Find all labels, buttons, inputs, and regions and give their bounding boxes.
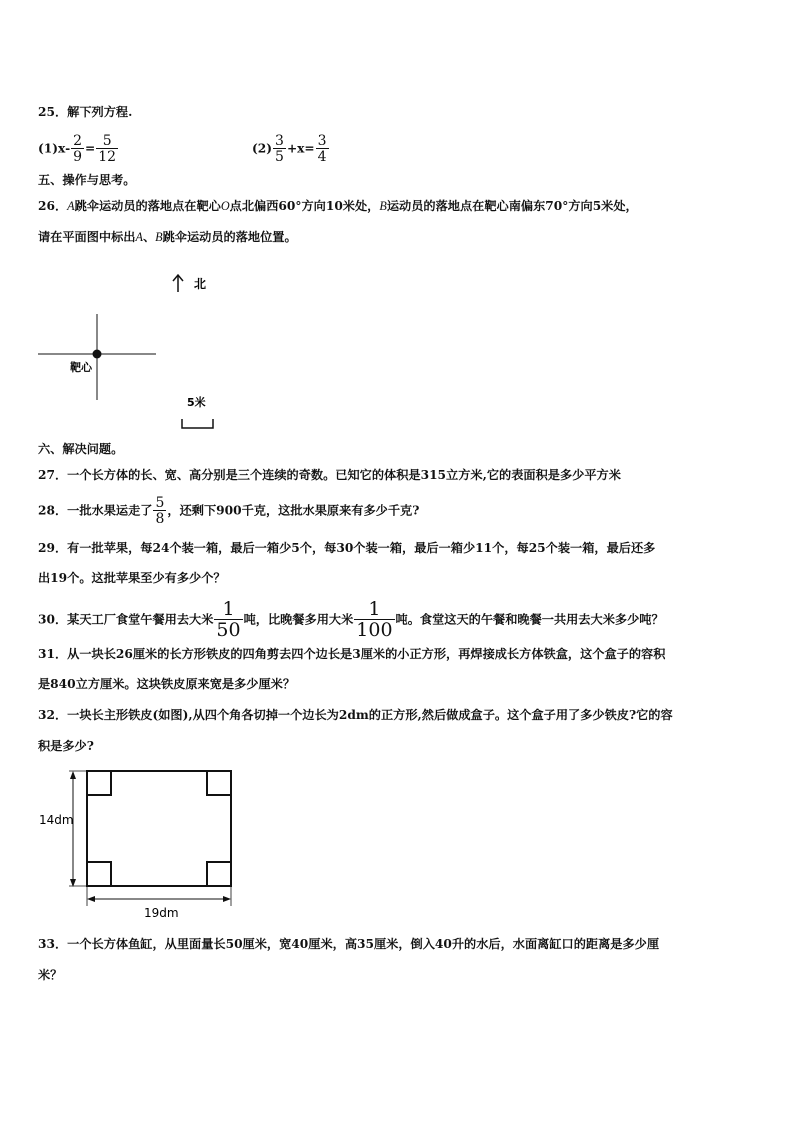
q26-text: 请在平面图中标出 bbox=[38, 230, 136, 244]
fraction: $\frac{1}{50}$ bbox=[216, 598, 241, 641]
q25-part1-label: (1)x- bbox=[38, 141, 71, 156]
fraction: $\frac{5}{8}$ bbox=[155, 495, 165, 527]
q30-text-post: 吨。食堂这天的午餐和晚餐一共用去大米多少吨？ bbox=[395, 612, 664, 627]
q28-text bbox=[38, 496, 419, 526]
width-dimension-line bbox=[87, 886, 231, 906]
corner-square bbox=[207, 862, 231, 886]
q26-text: 跳伞运动员的落地位置。 bbox=[162, 230, 297, 244]
corner-square bbox=[87, 862, 111, 886]
point-o-label: O bbox=[220, 199, 230, 213]
north-label: 北 bbox=[194, 277, 207, 291]
target-center-dot bbox=[93, 350, 102, 359]
q30-text-pre: 30．某天工厂食堂午餐用去大米 bbox=[38, 612, 214, 627]
height-label: 14dm bbox=[39, 813, 74, 827]
fraction: $\frac{2}{9}$ bbox=[73, 133, 83, 165]
q30-text bbox=[38, 600, 664, 640]
q29-line2: 出19个。这批苹果至少有多少个？ bbox=[38, 571, 226, 585]
q25-part2-label: (2) bbox=[252, 141, 273, 156]
corner-square bbox=[87, 771, 111, 795]
q31-line2: 是840立方厘米。这块铁皮原来宽是多少厘米？ bbox=[38, 677, 296, 691]
north-arrow bbox=[173, 275, 183, 292]
q30-text-mid: 吨，比晚餐多用大米 bbox=[243, 612, 354, 627]
q31-line1: 31．从一块长26厘米的长方形铁皮的四角剪去四个边长是3厘米的小正方形，再焊接成长方体铁盒，这个盒子的容积 bbox=[38, 647, 666, 661]
fraction: $\frac{3}{4}$ bbox=[317, 133, 327, 165]
q26-text: 点北偏西60°方向10米处， bbox=[229, 199, 380, 213]
fraction: $\frac{5}{12}$ bbox=[98, 133, 117, 165]
q26-text: 、 bbox=[142, 230, 156, 244]
q32-line1: 32．一块长主形铁皮(如图),从四个角各切掉一个边长为2dm的正方形,然后做成盒子。这个盒子用了多少铁皮?它的容 bbox=[38, 708, 673, 722]
corner-square bbox=[207, 771, 231, 795]
q26-number: 26． bbox=[38, 199, 68, 213]
q29-line1: 29．有一批苹果，每24个装一箱，最后一箱少5个，每30个装一箱，最后一箱少11个，每25个装一箱，最后还多 bbox=[38, 541, 656, 555]
q33-line2: 米？ bbox=[38, 968, 63, 982]
height-dimension-line bbox=[69, 771, 87, 887]
point-b-label: B bbox=[379, 199, 387, 213]
fraction: $\frac{3}{5}$ bbox=[275, 133, 284, 165]
q26-text: 运动员的落地点在靶心南偏东70°方向5米处， bbox=[386, 199, 638, 213]
target-center-label: 靶心 bbox=[70, 361, 92, 374]
scale-label: 5米 bbox=[187, 396, 206, 409]
q28-text-pre: 28．一批水果运走了 bbox=[38, 503, 153, 518]
point-a-label: A bbox=[67, 199, 75, 213]
q26-text: 跳伞运动员的落地点在靶心 bbox=[74, 199, 221, 213]
equals-sign: = bbox=[85, 141, 96, 156]
section-heading-6: 六、解决问题。 bbox=[38, 442, 124, 456]
width-label: 19dm bbox=[144, 906, 179, 920]
q32-line2: 积是多少? bbox=[38, 739, 94, 753]
point-a-label: A bbox=[135, 230, 143, 244]
scale-bar bbox=[182, 419, 213, 428]
point-b-label: B bbox=[155, 230, 163, 244]
q25-title: 25．解下列方程. bbox=[38, 105, 133, 119]
q28-text-post: ，还剩下900千克，这批水果原来有多少千克? bbox=[167, 503, 420, 518]
q25-part2-mid: +x= bbox=[286, 141, 315, 156]
section-heading-5: 五、操作与思考。 bbox=[38, 173, 136, 187]
q33-line1: 33．一个长方体鱼缸，从里面量长50厘米，宽40厘米，高35厘米，倒入40升的水后，水面离缸口的距离是多少厘 bbox=[38, 937, 660, 951]
fraction: $\frac{1}{100}$ bbox=[356, 598, 393, 641]
sheet-rectangle bbox=[87, 771, 231, 886]
q27-text: 27．一个长方体的长、宽、高分别是三个连续的奇数。已知它的体积是315立方米,它的表面积是多少平方米 bbox=[38, 468, 621, 482]
